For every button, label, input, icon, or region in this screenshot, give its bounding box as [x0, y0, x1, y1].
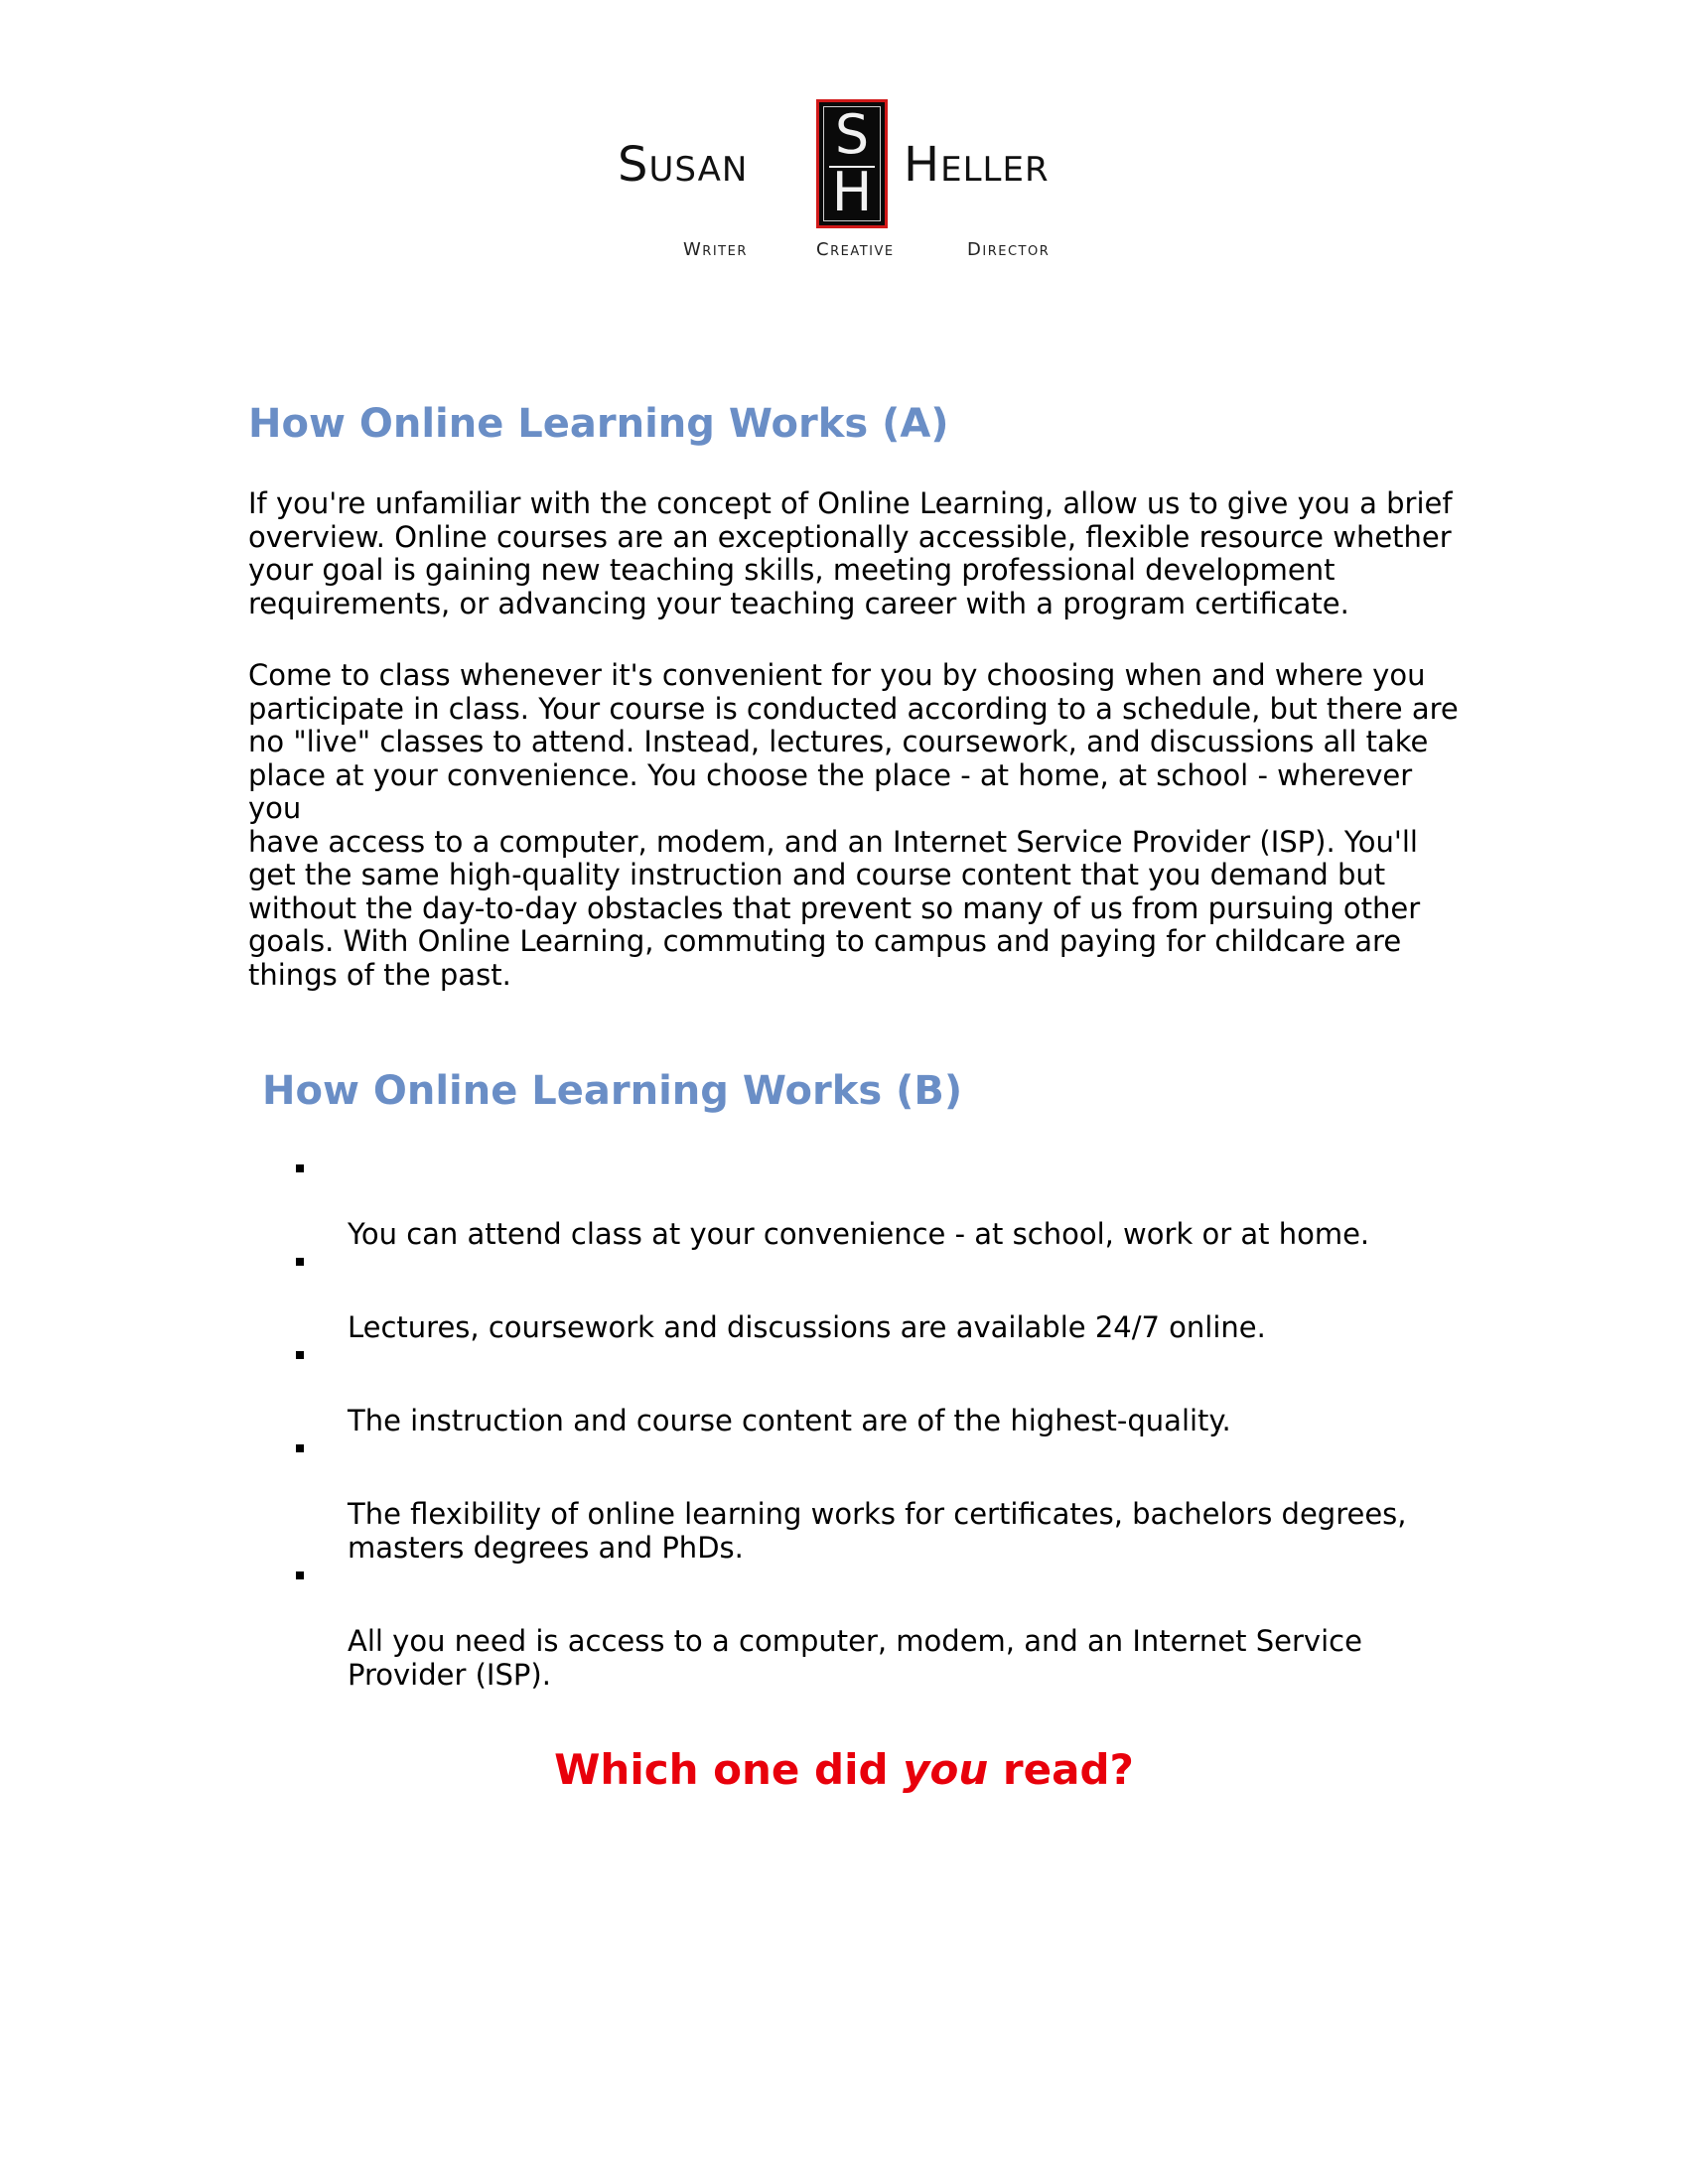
section-a-paragraph-1: If you're unfamiliar with the concept of Online Learning, allow us to give you a brief overview. Online courses are an exceptionally accessible, flexible resource whether your goal is gaining new teaching skills, meeting professional development requirements, or advancing your teaching career with a program certificate. — [248, 486, 1453, 620]
logo-first-name: Susan — [618, 137, 749, 193]
tagline-creative: Creative — [816, 239, 895, 260]
bullet-square-icon — [296, 1164, 304, 1172]
monogram-h: H — [831, 161, 873, 223]
bullet-square-icon — [296, 1571, 304, 1579]
logo-last-name: Heller — [904, 137, 1050, 193]
list-item-text: Lectures, coursework and discussions are available 24/7 online. — [348, 1310, 1266, 1344]
logo — [0, 99, 1688, 268]
section-a-heading: How Online Learning Works (A) — [248, 401, 949, 447]
list-item-text: The flexibility of online learning works for certificates, bachelors degrees, masters degrees and PhDs. — [348, 1497, 1407, 1565]
list-item — [296, 1432, 1438, 1565]
section-b-heading: How Online Learning Works (B) — [262, 1068, 963, 1114]
list-item-text: You can attend class at your convenience - at school, work or at home. — [348, 1217, 1370, 1251]
tagline-director: Director — [967, 239, 1051, 260]
closing-question — [0, 1745, 1688, 1794]
bullet-square-icon — [296, 1258, 304, 1266]
bullet-square-icon — [296, 1351, 304, 1359]
monogram-s: S — [834, 103, 870, 166]
tagline-writer: Writer — [683, 239, 748, 260]
question-emphasis: you — [903, 1745, 989, 1794]
list-item — [296, 1338, 1438, 1438]
list-item — [296, 1559, 1438, 1692]
list-item — [296, 1245, 1438, 1345]
logo-monogram — [816, 99, 888, 228]
list-item-text: All you need is access to a computer, modem, and an Internet Service Provider (ISP). — [348, 1624, 1362, 1692]
list-item — [296, 1152, 1438, 1252]
list-item-text: The instruction and course content are of the highest-quality. — [348, 1404, 1231, 1437]
bullet-square-icon — [296, 1444, 304, 1452]
question-suffix: read? — [988, 1745, 1134, 1794]
question-prefix: Which one did — [554, 1745, 904, 1794]
section-a-paragraph-2: Come to class whenever it's convenient for you by choosing when and where you participate in class. Your course is conducted according to a schedule, but there are no "live" classes to attend. Instead, lectures, coursework, and discussions all take place at your convenience. You choose the place - at home, at school - wherever you have access to a computer, modem, and an Internet Service Provider (ISP). You'll get the same high-quality instruction and course content that you demand but without the day-to-day obstacles that prevent so many of us from pursuing other goals. With Online Learning, commuting to campus and paying for childcare are things of the past. — [248, 658, 1459, 992]
